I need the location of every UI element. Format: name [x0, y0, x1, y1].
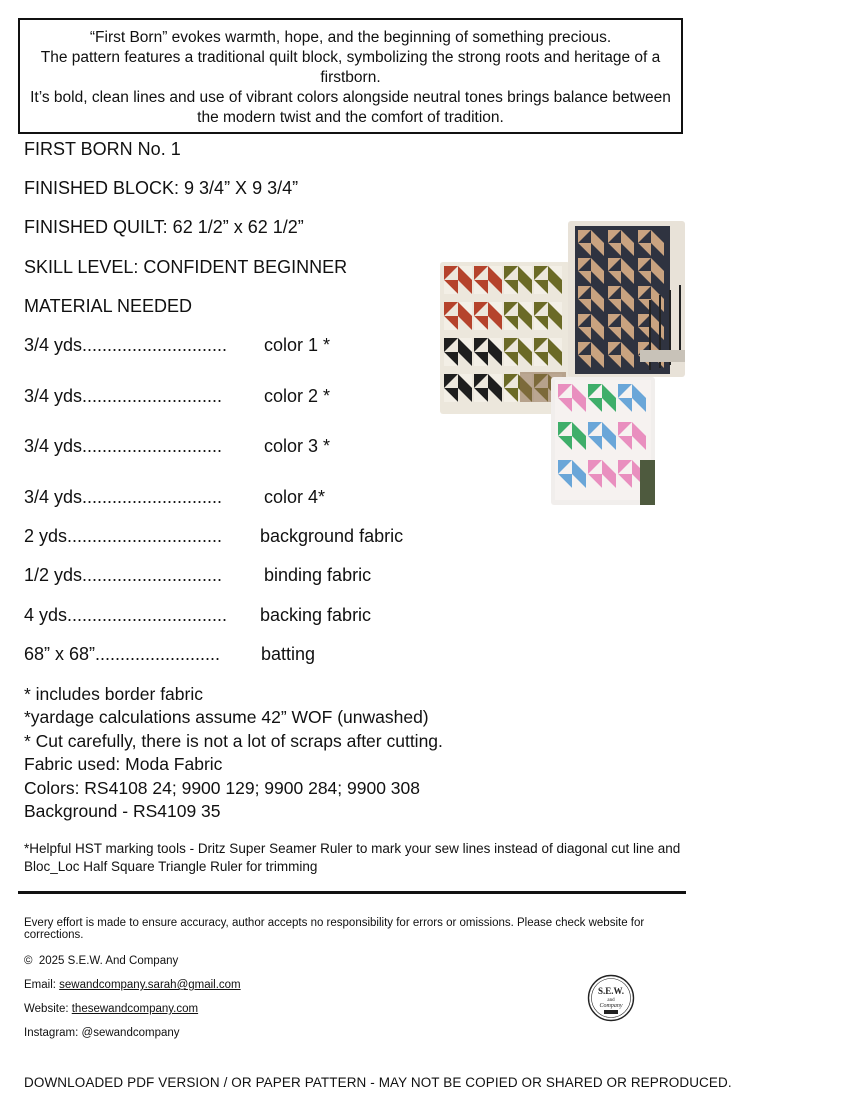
material-desc: backing fabric [260, 605, 372, 625]
copyright [24, 955, 178, 967]
material-qty: 3/4 yds............................ [24, 386, 223, 406]
email-line [24, 979, 241, 991]
material-desc: color 1 * [264, 335, 331, 355]
material-row [24, 565, 372, 586]
svg-text:Company: Company [599, 1003, 623, 1009]
skill-level: SKILL LEVEL: CONFIDENT BEGINNER [24, 257, 348, 277]
intro-line-1: “First Born” evokes warmth, hope, and the beginning of something precious. [89, 29, 612, 46]
disclaimer: Every effort is made to ensure accuracy, author accepts no responsibility for errors or omissions. Please check website for corrections. [24, 917, 645, 941]
pattern-title: FIRST BORN No. 1 [24, 139, 181, 159]
copyright-icon: © [24, 955, 33, 967]
material-qty: 4 yds................................ [24, 605, 228, 625]
copyright-notice: DOWNLOADED PDF VERSION / OR PAPER PATTERN - MAY NOT BE COPIED OR SHARED OR REPRODUCED. [24, 1075, 732, 1090]
note-line: * Cut carefully, there is not a lot of scraps after cutting. [24, 730, 443, 751]
material-qty: 1/2 yds............................ [24, 565, 223, 585]
note-line: Fabric used: Moda Fabric [24, 754, 223, 775]
finished-block: FINISHED BLOCK: 9 3/4” X 9 3/4” [24, 178, 299, 198]
svg-text:S.E.W.: S.E.W. [598, 986, 624, 996]
material-desc: color 3 * [264, 436, 331, 456]
material-qty: 68” x 68”......................... [24, 644, 221, 664]
material-qty: 3/4 yds............................. [24, 335, 228, 355]
note-line: Background - RS4109 35 [24, 801, 221, 822]
copyright-text: 2025 S.E.W. And Company [38, 955, 179, 967]
material-qty: 3/4 yds............................ [24, 487, 223, 507]
website-link[interactable]: thesewandcompany.com [71, 1003, 199, 1015]
quilt-photo-collage [0, 0, 852, 520]
notes-block [24, 683, 443, 823]
note-line: * includes border fabric [24, 684, 203, 704]
intro-line-3: It’s bold, clean lines and use of vibrant colors alongside neutral tones brings balance between the modern twist and the comfort of tradition. [30, 89, 671, 126]
material-row [24, 526, 404, 547]
instagram-label: Instagram: [24, 1027, 79, 1039]
material-desc: color 4* [264, 487, 326, 507]
material-qty: 3/4 yds............................ [24, 436, 223, 456]
material-desc: batting [261, 644, 316, 664]
note-line: *yardage calculations assume 42” WOF (unwashed) [24, 707, 429, 728]
quilt-photo-1 [440, 262, 570, 414]
helpful-tools-note: *Helpful HST marking tools - Dritz Super Seamer Ruler to mark your sew lines instead of diagonal cut line and Bloc_Loc Half Square Triangle Ruler for trimming [24, 841, 681, 874]
quilt-photo-3 [551, 377, 655, 505]
instagram-line [24, 1027, 180, 1039]
intro-line-2: The pattern features a traditional quilt block, symbolizing the strong roots and heritage of a firstborn. [40, 49, 661, 86]
email-label: Email: [24, 979, 56, 991]
note-line: Colors: RS4108 24; 9900 129; 9900 284; 9900 308 [24, 777, 421, 798]
material-desc: background fabric [260, 526, 404, 546]
svg-text:and: and [607, 998, 615, 1003]
email-link[interactable]: sewandcompany.sarah@gmail.com [59, 979, 241, 991]
website-label: Website: [24, 1003, 69, 1015]
material-desc: binding fabric [264, 565, 372, 585]
material-desc: color 2 * [264, 386, 331, 406]
divider [18, 891, 686, 894]
material-qty: 2 yds............................... [24, 526, 223, 546]
materials-heading: MATERIAL NEEDED [24, 296, 193, 316]
finished-quilt: FINISHED QUILT: 62 1/2” x 62 1/2” [24, 217, 304, 237]
material-row [24, 605, 372, 626]
quilt-photo-2 [568, 221, 685, 377]
instagram-handle: @sewandcompany [81, 1027, 180, 1039]
material-row [24, 644, 316, 665]
sew-company-logo [587, 974, 635, 1022]
website-line [24, 1003, 198, 1015]
